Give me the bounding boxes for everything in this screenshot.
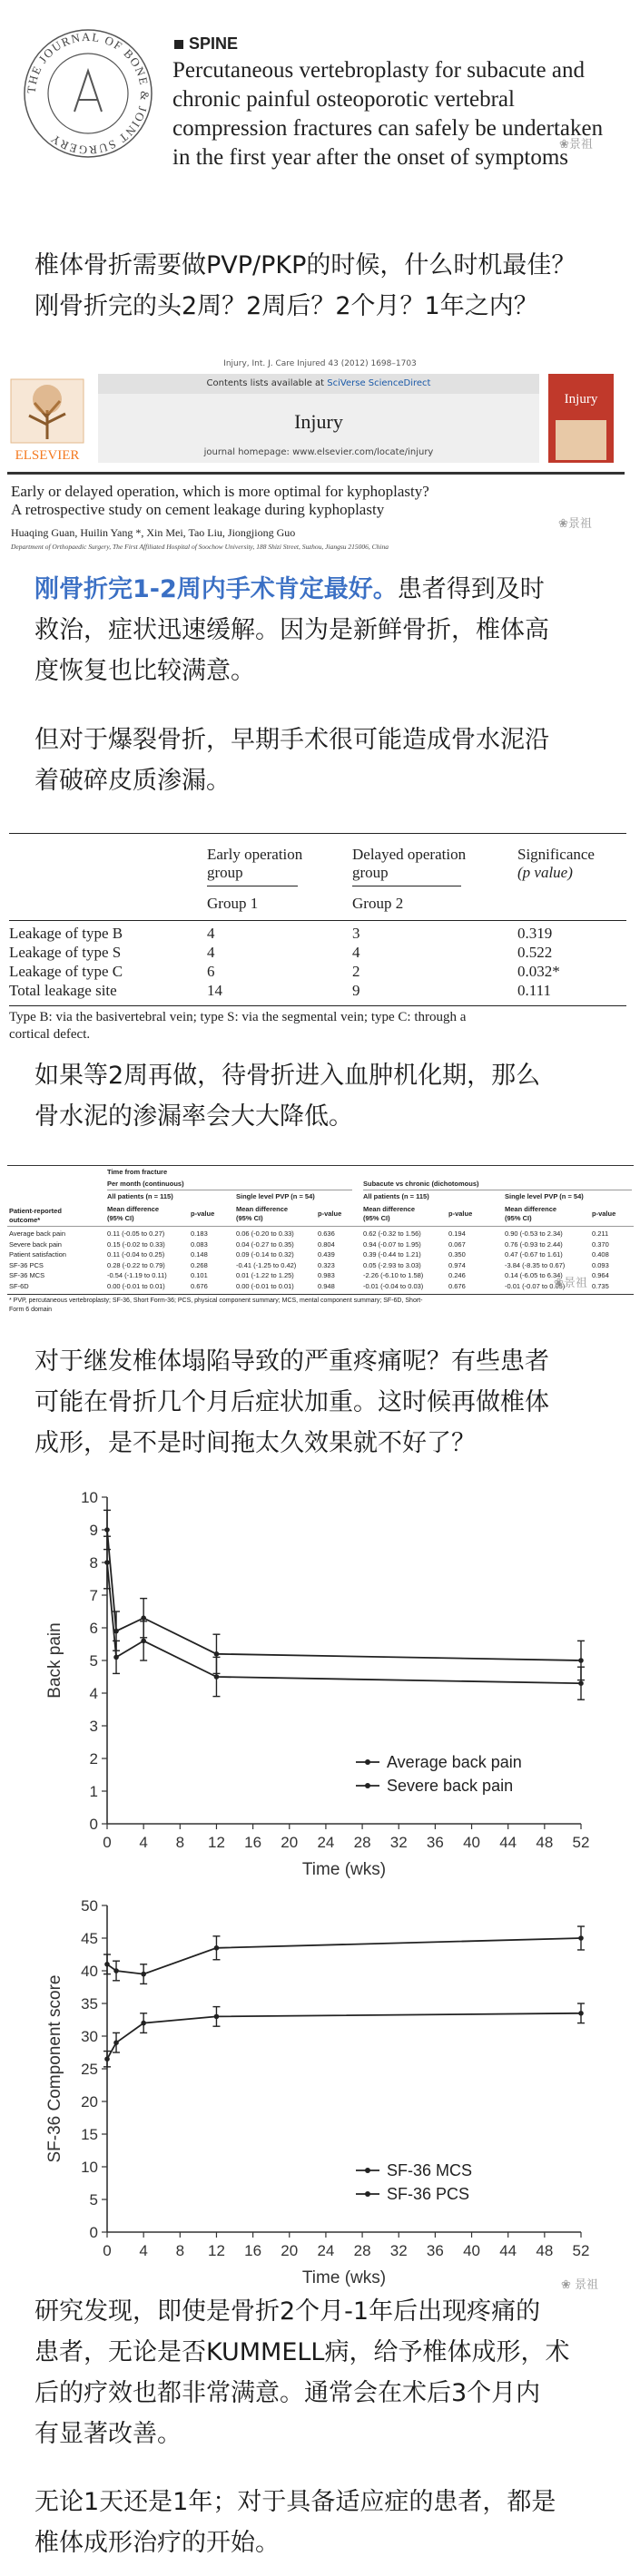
x-tick-label: 52 <box>572 1834 590 1851</box>
data-point <box>104 1527 110 1533</box>
y-tick-label: 7 <box>89 1587 98 1604</box>
x-tick-label: 20 <box>281 1834 299 1851</box>
x-tick-label: 12 <box>208 2242 225 2259</box>
x-tick-label: 48 <box>536 2242 554 2259</box>
data-point <box>214 1945 220 1951</box>
study-findings-paragraph: 研究发现，即使是骨折2个月-1年后出现疼痛的 患者，无论是否KUMMELL病，给予椎体成形，术 后的疗效也都非常满意。通常会在术后3个月内 有显著改善。 <box>34 2297 570 2448</box>
data-point <box>141 1972 146 1977</box>
x-tick-label: 12 <box>208 1834 225 1851</box>
watermark: ❀ 景祖 <box>559 134 593 152</box>
data-point <box>104 2056 110 2062</box>
x-tick-label: 28 <box>353 2242 371 2259</box>
elsevier-tree-icon <box>7 376 87 445</box>
data-point <box>578 1680 584 1686</box>
section-label: SPINE <box>174 34 238 54</box>
col-header-group1: Early operation group <box>207 846 303 881</box>
legend-marker <box>365 2168 370 2173</box>
y-tick-label: 30 <box>81 2028 98 2045</box>
data-point <box>113 2040 119 2045</box>
series-line-1 <box>107 2013 581 2059</box>
x-tick-label: 32 <box>389 1834 408 1851</box>
x-tick-label: 44 <box>499 2242 517 2259</box>
y-tick-label: 4 <box>89 1685 98 1702</box>
data-point <box>214 1651 220 1657</box>
x-axis-label: Time (wks) <box>301 1860 387 1879</box>
sciencedirect-link[interactable]: SciVerse ScienceDirect <box>327 378 431 388</box>
y-tick-label: 15 <box>81 2126 98 2143</box>
data-point <box>104 1560 110 1565</box>
y-tick-label: 25 <box>81 2061 98 2078</box>
x-tick-label: 8 <box>175 1834 185 1851</box>
journal-ring-text: THE JOURNAL OF BONE & JOINT SURGERY <box>24 29 153 158</box>
y-tick-label: 2 <box>89 1750 98 1768</box>
legend-marker <box>365 1783 370 1788</box>
series-line-1 <box>107 1530 581 1660</box>
group2-label: Group 2 <box>352 895 404 912</box>
x-tick-label: 4 <box>139 1834 148 1851</box>
y-tick-label: 0 <box>89 1816 98 1833</box>
y-tick-label: 35 <box>81 1995 98 2013</box>
y-tick-label: 0 <box>89 2224 98 2241</box>
x-tick-label: 44 <box>499 1834 517 1851</box>
watermark: ❀ 景祖 <box>554 1273 587 1290</box>
x-tick-label: 52 <box>572 2242 590 2259</box>
elsevier-logo <box>7 376 87 463</box>
y-tick-label: 1 <box>89 1783 98 1800</box>
back-pain-chart <box>0 1468 640 1879</box>
y-axis-label: SF-36 Component score <box>45 1974 64 2163</box>
x-tick-label: 28 <box>353 1834 371 1851</box>
elsevier-wordmark: ELSEVIER <box>15 448 80 463</box>
table-row: Severe back pain 0.15 (-0.02 to 0.33) 0.083 0.04 (-0.27 to 0.35) 0.804 0.94 (-0.07 to 1.95) 0.067 0.76 (-0.93 to 2.44) 0.370 <box>9 1239 609 1249</box>
x-tick-label: 20 <box>281 2242 299 2259</box>
outcome-table-body <box>9 1229 634 1291</box>
table-row: SF-36 PCS 0.28 (-0.22 to 0.79) 0.268 -0.41 (-1.25 to 0.42) 0.323 0.05 (-2.93 to 3.03) 0.974 -3.84 (-8.35 to 0.67) 0.093 <box>9 1260 609 1269</box>
y-tick-label: 6 <box>89 1620 98 1637</box>
jbjs-article-header <box>0 0 640 195</box>
injury-affiliation: Department of Orthopaedic Surgery, The First Affiliated Hospital of Soochow University, 188 Shizi Street, Suzhou, Jiangsu 215006, China <box>11 543 389 551</box>
y-tick-label: 45 <box>81 1930 98 1947</box>
x-tick-label: 0 <box>103 2242 112 2259</box>
y-tick-label: 20 <box>81 2093 98 2111</box>
journal-name: Injury <box>294 410 343 433</box>
data-point <box>214 1674 220 1680</box>
conclusion-paragraph: 无论1天还是1年；对于具备适应症的患者，都是 椎体成形治疗的开始。 <box>34 2488 556 2557</box>
x-tick-label: 36 <box>426 1834 444 1851</box>
journal-homepage[interactable]: journal homepage: www.elsevier.com/locate/injury <box>203 447 434 457</box>
journal-logo-icon <box>20 25 156 162</box>
data-point <box>578 2011 584 2016</box>
article-title: Percutaneous vertebroplasty for subacute and chronic painful osteoporotic vertebral compression fractures can safely be undertaken in the first year after the onset of symptoms <box>172 58 604 170</box>
y-tick-label: 50 <box>81 1897 98 1915</box>
burst-fracture-paragraph: 但对于爆裂骨折，早期手术很可能造成骨水泥沿 着破碎皮质渗漏。 <box>34 726 549 795</box>
watermark: ❀ 景祖 <box>558 514 592 531</box>
data-point <box>141 1615 146 1621</box>
secondary-collapse-paragraph: 对于继发椎体塌陷导致的严重疼痛呢？有些患者 可能在骨折几个月后症状加重。这时候再做椎体 成形，是不是时间拖太久效果就不好了？ <box>34 1347 549 1457</box>
early-surgery-paragraph: 刚骨折完1-2周内手术肯定最好。患者得到及时 救治，症状迅速缓解。因为是新鲜骨折，椎体高 度恢复也比较满意。 <box>34 575 549 685</box>
y-tick-label: 5 <box>89 1652 98 1670</box>
table-row: Total leakage site 14 9 0.111 <box>9 982 551 999</box>
injury-title-rule <box>7 472 625 475</box>
patient-outcome-table: Time from fracture Per month (continuous) Subacute vs chronic (dichotomous) All patients (n = 115) Single level PVP (n = 54) All patients (n = 115) Single level PVP (n = 54) Patient-reported outcome* Mean difference (95% CI) p-value Mean difference (95% CI) p-value Mean difference (95% CI) p-value Mean difference (95% CI) p-value Average back pain 0.11 (-0.05 to 0.27) 0.183 0.06 (-0.20 to 0.33) 0.636 0.62 (-0.32 to 1.56) 0.194 0.90 (-0.53 to 2.34) 0.211 Severe back pain 0.15 (-0.02 to 0.33) 0.083 0.04 (-0.27 to 0.35) 0.804 0.94 (-0.07 to 1.95) 0.067 0.76 (-0.93 to 2.44) 0.370 Patient satisfaction 0.11 (-0.04 to 0.25) 0.148 0.09 (-0.14 to 0.32) 0.439 0.39 (-0.44 to 1.21) 0.350 0.47 (-0.67 to 1.61) 0.408 SF-36 PCS 0.28 (-0.22 to 0.79) 0.268 -0.41 (-1.25 to 0.42) 0.323 0.05 (-2.93 to 3.03) 0.974 -3.84 (-8.35 to 0.67) 0.093 SF-36 MCS -0.54 (-1.19 to 0.11) 0.101 0.01 (-1.22 to 1.25) 0.983 -2.26 (-6.10 to 1.58) 0.246 0.14 (-6.05 to 6.34) 0.964 SF-6D 0.00 (-0.01 to 0.01) 0.676 0.00 (-0.01 to 0.01) 0.948 -0.01 (-0.04 to 0.03) 0.676 -0.01 (-0.07 to 0.05) 0.735 * PVP, percutaneous vertebroplasty; SF-36, Short Form-36; PCS, physical component summary; MCS, mental component summary; SF-6D, Short- Form 6 domain ❀ 景祖 <box>0 1160 640 1325</box>
x-tick-label: 40 <box>463 1834 480 1851</box>
series-line-0 <box>107 1562 581 1683</box>
x-tick-label: 16 <box>244 1834 262 1851</box>
x-tick-label: 16 <box>244 2242 262 2259</box>
table-row: Patient satisfaction 0.11 (-0.04 to 0.25) 0.148 0.09 (-0.14 to 0.32) 0.439 0.39 (-0.44 to 1.21) 0.350 0.47 (-0.67 to 1.61) 0.408 <box>9 1250 609 1259</box>
outcome-footnote: * PVP, percutaneous vertebroplasty; SF-36, Short Form-36; PCS, physical component summary; MCS, mental component summary; SF-6D, Short- Form 6 domain <box>9 1298 423 1313</box>
injury-article-header <box>0 354 640 553</box>
watermark: ❀ 景祖 <box>561 2278 599 2292</box>
data-point <box>113 1629 119 1634</box>
legend-marker <box>365 1759 370 1765</box>
y-tick-label: 40 <box>81 1963 98 1980</box>
table-row: SF-36 MCS -0.54 (-1.19 to 0.11) 0.101 0.01 (-1.22 to 1.25) 0.983 -2.26 (-6.10 to 1.58) 0.246 0.14 (-6.05 to 6.34) 0.964 <box>9 1271 609 1279</box>
delayed-surgery-paragraph: 如果等2周再做，待骨折进入血肿机化期，那么 骨水泥的渗漏率会大大降低。 <box>34 1062 541 1131</box>
x-axis-label: Time (wks) <box>301 2268 387 2287</box>
table-row: Leakage of type B 4 3 0.319 <box>9 925 553 942</box>
series-line-0 <box>107 1938 581 1974</box>
x-tick-label: 8 <box>175 2242 185 2259</box>
contents-bar: Contents lists available at SciVerse ScienceDirect <box>98 374 539 394</box>
y-tick-label: 9 <box>89 1522 98 1539</box>
table-row: Leakage of type C 6 2 0.032* <box>9 963 560 980</box>
legend-entry: SF-36 MCS <box>387 2161 473 2179</box>
legend-entry: Severe back pain <box>387 1777 514 1795</box>
injury-article-title: Early or delayed operation, which is more optimal for kyphoplasty? A retrospective study on cement leakage during kyphoplasty <box>11 483 429 518</box>
data-point <box>113 1655 119 1660</box>
data-point <box>214 2014 220 2020</box>
y-tick-label: 10 <box>81 2159 98 2176</box>
x-tick-label: 32 <box>389 2242 408 2259</box>
table-row: SF-6D 0.00 (-0.01 to 0.01) 0.676 0.00 (-0.01 to 0.01) 0.948 -0.01 (-0.04 to 0.03) 0.676 -0.01 (-0.07 to 0.05) 0.735 <box>9 1281 609 1290</box>
intro-paragraph: 椎体骨折需要做PVP/PKP的时候，什么时机最佳？ 刚骨折完的头2周？2周后？2个月？1年之内？ <box>34 251 576 320</box>
leak-table-body <box>9 924 626 1000</box>
leak-table-footnote: Type B: via the basivertebral vein; type S: via the segmental vein; type C: through a cortical defect. <box>9 1010 467 1042</box>
x-tick-label: 4 <box>139 2242 148 2259</box>
data-point <box>104 1962 110 1967</box>
table-row: Average back pain 0.11 (-0.05 to 0.27) 0.183 0.06 (-0.20 to 0.33) 0.636 0.62 (-0.32 to 1.56) 0.194 0.90 (-0.53 to 2.34) 0.211 <box>9 1229 609 1238</box>
y-tick-label: 3 <box>89 1718 98 1735</box>
sf36-chart <box>0 1876 640 2292</box>
x-tick-label: 40 <box>463 2242 480 2259</box>
y-axis-label: Back pain <box>45 1622 64 1699</box>
y-tick-label: 8 <box>89 1554 98 1572</box>
legend-entry: SF-36 PCS <box>387 2185 470 2203</box>
col-header-group2: Delayed operation group <box>352 846 467 881</box>
data-point <box>141 1639 146 1644</box>
x-tick-label: 48 <box>536 1834 554 1851</box>
x-tick-label: 24 <box>317 2242 335 2259</box>
x-tick-label: 36 <box>426 2242 444 2259</box>
injury-citation: Injury, Int. J. Care Injured 43 (2012) 1698–1703 <box>223 359 417 368</box>
section-bullet-icon <box>174 40 183 49</box>
highlight-text: 刚骨折完1-2周内手术肯定最好。 <box>34 575 398 603</box>
x-tick-label: 0 <box>103 1834 112 1851</box>
data-point <box>578 1658 584 1663</box>
x-tick-label: 24 <box>317 1834 335 1851</box>
journal-banner <box>98 374 539 463</box>
legend-marker <box>365 2191 370 2197</box>
group1-label: Group 1 <box>207 895 259 912</box>
y-tick-label: 5 <box>89 2191 98 2209</box>
cement-leakage-table <box>0 833 640 1042</box>
journal-cover: Injury <box>548 374 614 463</box>
data-point <box>113 1968 119 1974</box>
data-point <box>578 1935 584 1941</box>
data-point <box>141 2021 146 2026</box>
y-tick-label: 10 <box>81 1489 98 1506</box>
legend-entry: Average back pain <box>387 1753 522 1771</box>
col-header-significance: Significance (p value) <box>517 846 595 881</box>
injury-authors: Huaqing Guan, Huilin Yang *, Xin Mei, Tao Liu, Jiongjiong Guo <box>11 526 296 539</box>
table-row: Leakage of type S 4 4 0.522 <box>9 944 553 961</box>
